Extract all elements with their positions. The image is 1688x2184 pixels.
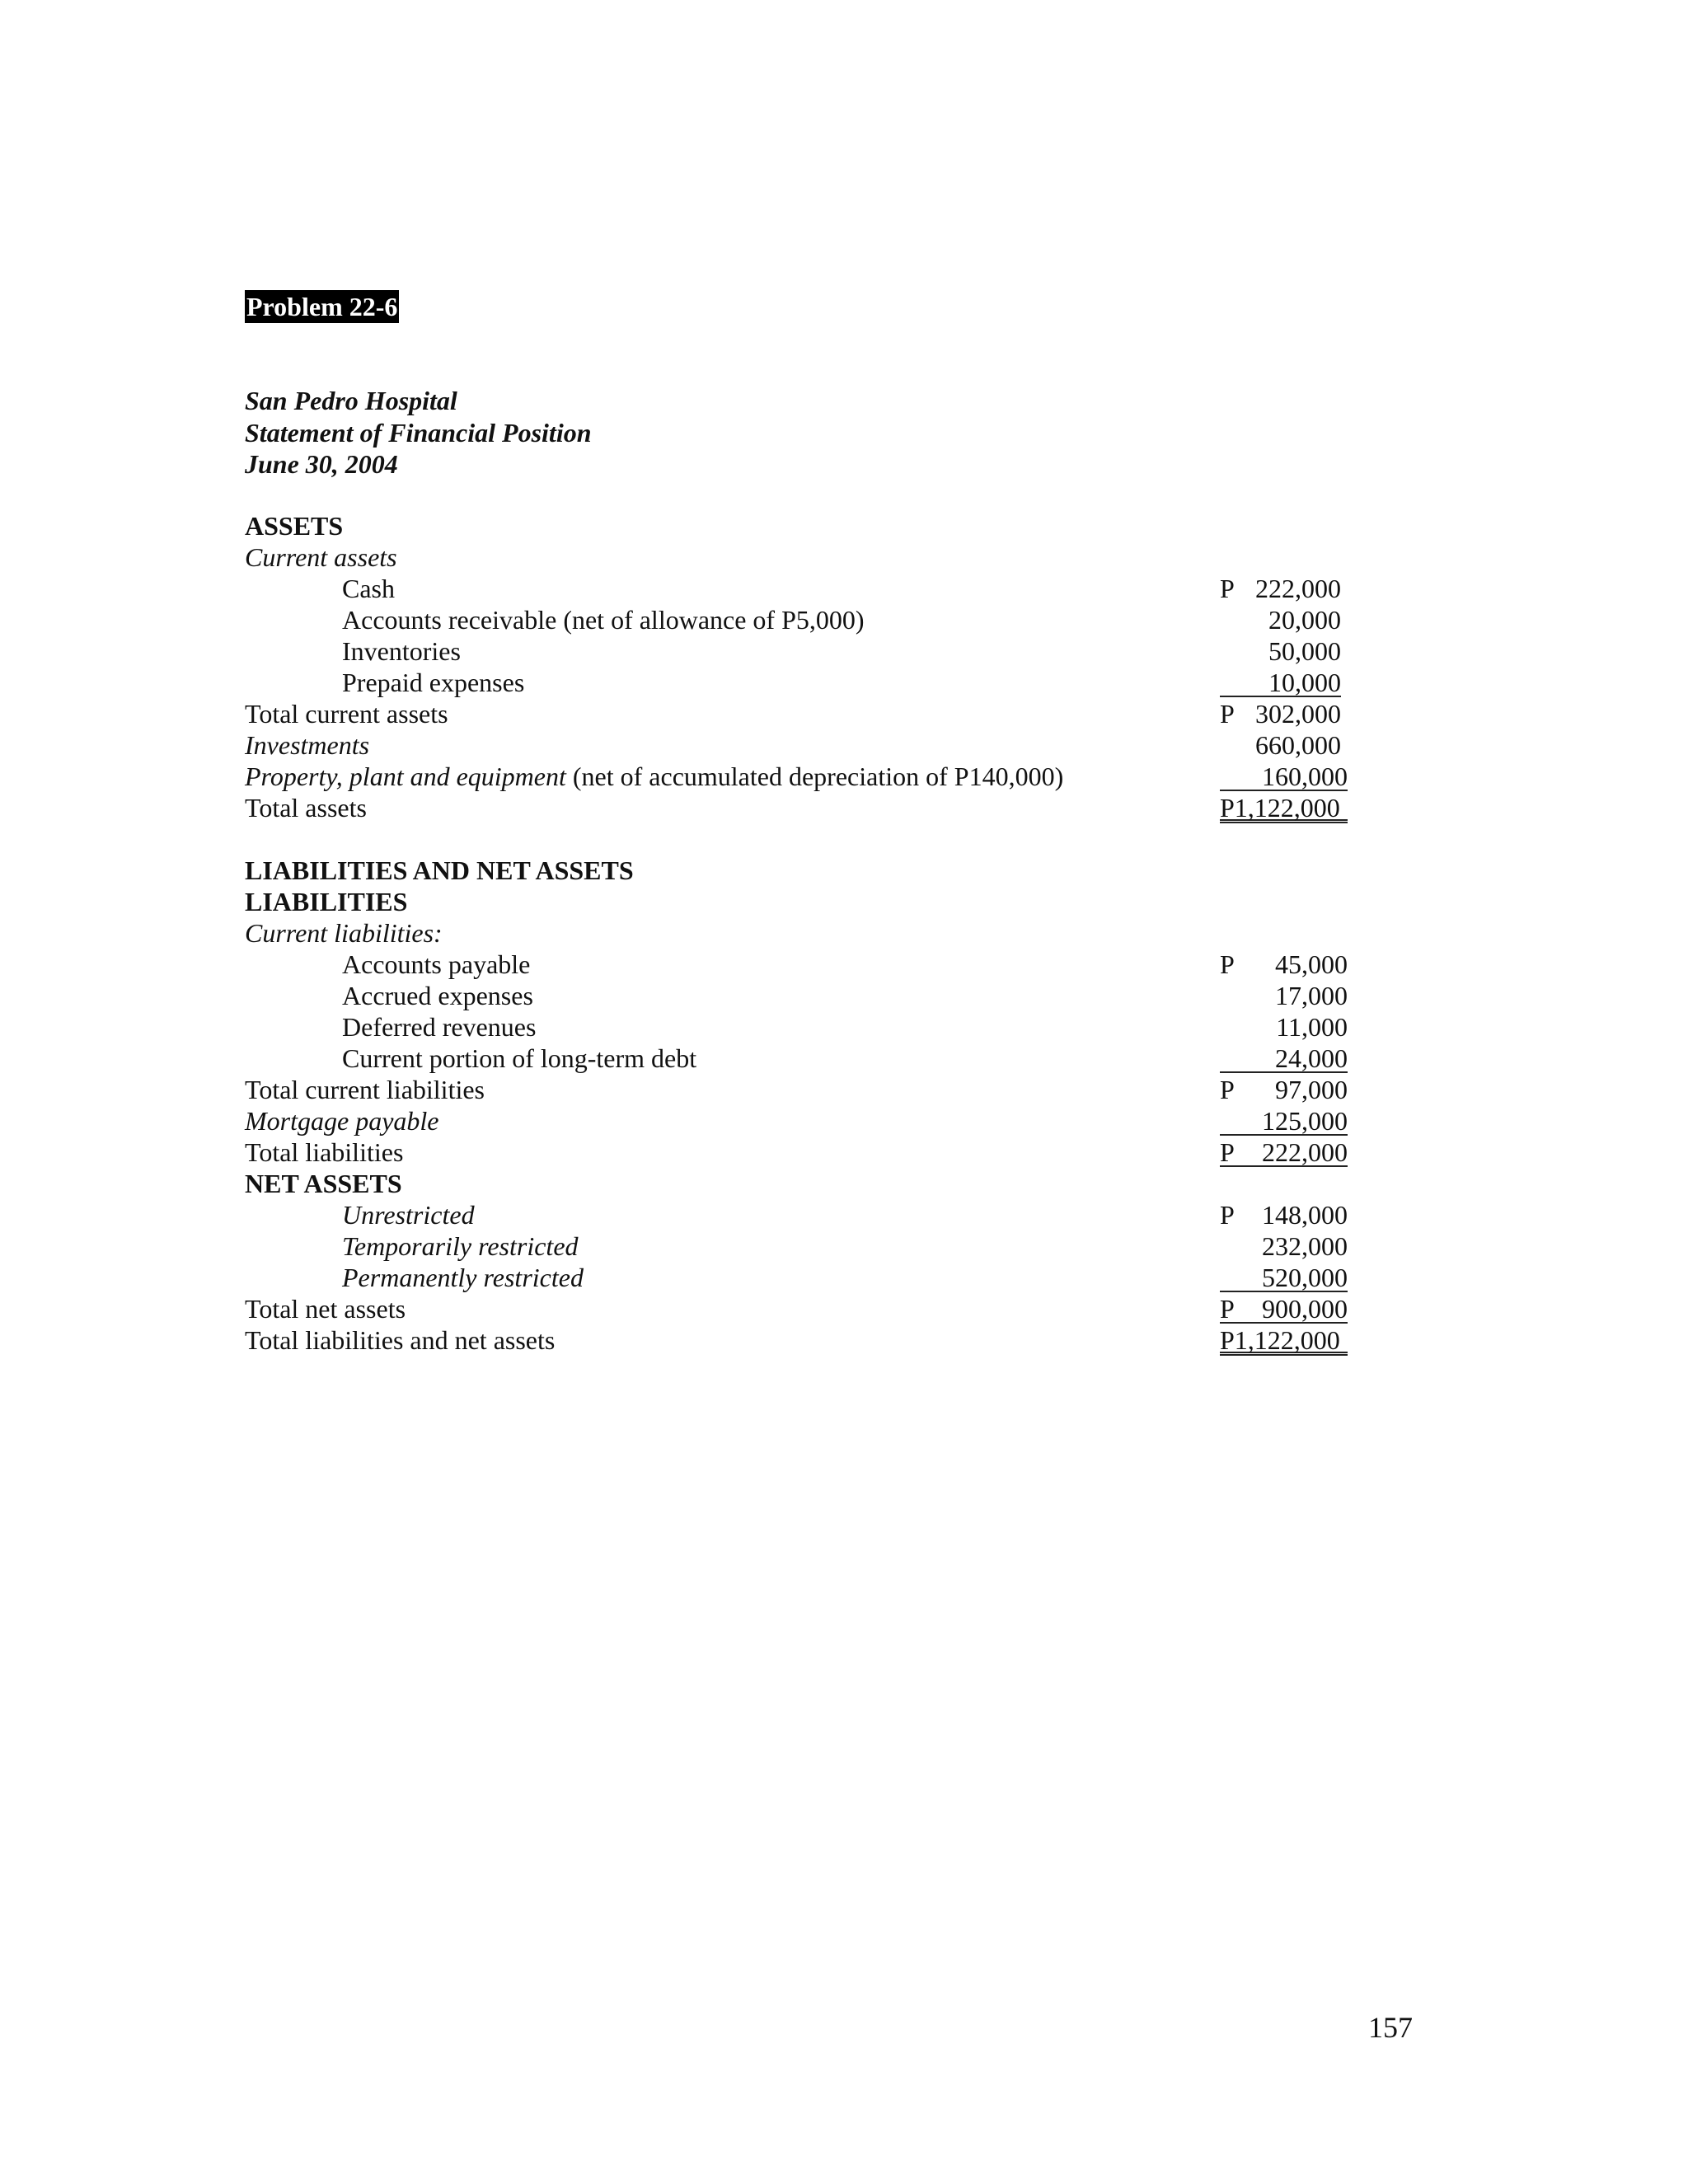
- statement-heading: [245, 385, 592, 480]
- inventories-row: [0, 635, 1688, 667]
- total-liabilities-value: 222,000: [1262, 1137, 1348, 1167]
- total-liabilities-net-assets-label: Total liabilities and net assets: [245, 1325, 556, 1355]
- accounts-receivable-label: Accounts receivable (net of allowance of P5,000): [342, 605, 865, 635]
- investments-amount: [1220, 729, 1341, 761]
- total-net-assets-amount: [1220, 1293, 1348, 1324]
- total-current-assets-row: [0, 698, 1688, 729]
- current-assets-title: Current assets: [245, 542, 397, 572]
- current-portion-ltd-amount: [1220, 1043, 1348, 1073]
- current-liabilities-title: Current liabilities:: [245, 918, 443, 948]
- ppe-label: [245, 761, 1063, 792]
- total-liabilities-net-assets-row: [0, 1324, 1688, 1356]
- investments-row: [0, 729, 1688, 761]
- assets-title: ASSETS: [245, 511, 344, 541]
- current-portion-ltd-value: 24,000: [1275, 1043, 1348, 1073]
- total-liabilities-currency: P: [1220, 1137, 1235, 1167]
- liabilities-header-row: [0, 886, 1688, 917]
- net-assets-header-row: [0, 1168, 1688, 1199]
- accounts-payable-amount: [1220, 949, 1348, 980]
- current-portion-ltd-label: Current portion of long-term debt: [342, 1043, 697, 1073]
- deferred-revenues-value: 11,000: [1276, 1012, 1348, 1042]
- temporarily-restricted-label: Temporarily restricted: [342, 1231, 579, 1261]
- total-assets-label: Total assets: [245, 793, 367, 823]
- total-current-assets-amount: [1220, 698, 1341, 729]
- investments-value: 660,000: [1255, 730, 1341, 760]
- entity-name: San Pedro Hospital: [245, 386, 457, 415]
- inventories-label: Inventories: [342, 636, 461, 666]
- ppe-value: 160,000: [1262, 762, 1348, 791]
- permanently-restricted-amount: [1220, 1262, 1348, 1292]
- total-net-assets-currency: P: [1220, 1294, 1235, 1324]
- cash-label: Cash: [342, 574, 395, 603]
- total-current-assets-currency: P: [1220, 699, 1235, 729]
- total-liabilities-amount: [1220, 1137, 1348, 1167]
- total-assets-amount: [1220, 792, 1348, 823]
- liabilities-net-assets-header-row: [0, 855, 1688, 886]
- total-assets-value: P1,122,000: [1220, 793, 1340, 823]
- ppe-label-italic: Property, plant and equipment: [245, 762, 566, 791]
- total-liabilities-label: Total liabilities: [245, 1137, 404, 1167]
- accrued-expenses-label: Accrued expenses: [342, 981, 533, 1010]
- prepaid-expenses-value: 10,000: [1268, 668, 1341, 697]
- inventories-amount: [1220, 635, 1341, 667]
- cash-row: [0, 573, 1688, 604]
- total-current-liabilities-value: 97,000: [1275, 1075, 1348, 1104]
- accounts-payable-value: 45,000: [1275, 949, 1348, 979]
- prepaid-expenses-row: [0, 667, 1688, 698]
- mortgage-payable-label: Mortgage payable: [245, 1106, 439, 1136]
- ppe-amount: [1220, 761, 1348, 791]
- cash-value: 222,000: [1255, 574, 1341, 603]
- ppe-label-detail: (net of accumulated depreciation of P140,000): [565, 762, 1064, 791]
- total-net-assets-row: [0, 1293, 1688, 1324]
- accrued-expenses-row: [0, 980, 1688, 1011]
- net-assets-title: NET ASSETS: [245, 1169, 402, 1198]
- total-current-liabilities-amount: [1220, 1074, 1348, 1105]
- prepaid-expenses-label: Prepaid expenses: [342, 668, 525, 697]
- unrestricted-value: 148,000: [1262, 1200, 1348, 1230]
- total-net-assets-value: 900,000: [1262, 1294, 1348, 1324]
- accrued-expenses-amount: [1220, 980, 1348, 1011]
- mortgage-payable-amount: [1220, 1105, 1348, 1136]
- total-liabilities-net-assets-amount: [1220, 1324, 1348, 1356]
- accounts-payable-label: Accounts payable: [342, 949, 531, 979]
- liabilities-net-assets-title: LIABILITIES AND NET ASSETS: [245, 855, 634, 885]
- total-liabilities-net-assets-value: P1,122,000: [1220, 1325, 1340, 1355]
- permanently-restricted-row: [0, 1262, 1688, 1293]
- total-liabilities-row: [0, 1137, 1688, 1168]
- accounts-receivable-row: [0, 604, 1688, 635]
- current-portion-ltd-row: [0, 1043, 1688, 1074]
- permanently-restricted-value: 520,000: [1262, 1263, 1348, 1292]
- total-current-assets-label: Total current assets: [245, 699, 448, 729]
- total-net-assets-label: Total net assets: [245, 1294, 406, 1324]
- permanently-restricted-label: Permanently restricted: [342, 1263, 584, 1292]
- statement-title: Statement of Financial Position: [245, 417, 592, 448]
- current-liabilities-header-row: [0, 917, 1688, 949]
- statement-date: June 30, 2004: [245, 449, 398, 479]
- temporarily-restricted-row: [0, 1230, 1688, 1262]
- deferred-revenues-row: [0, 1011, 1688, 1043]
- page-number: 157: [1368, 2011, 1413, 2044]
- current-assets-header-row: [0, 541, 1688, 573]
- cash-amount: [1220, 573, 1341, 604]
- total-current-liabilities-currency: P: [1220, 1075, 1235, 1104]
- deferred-revenues-label: Deferred revenues: [342, 1012, 537, 1042]
- temporarily-restricted-amount: [1220, 1230, 1348, 1262]
- total-current-assets-value: 302,000: [1255, 699, 1341, 729]
- accounts-payable-row: [0, 949, 1688, 980]
- total-current-liabilities-label: Total current liabilities: [245, 1075, 485, 1104]
- accounts-receivable-amount: [1220, 604, 1341, 635]
- mortgage-payable-value: 125,000: [1262, 1106, 1348, 1136]
- accrued-expenses-value: 17,000: [1275, 981, 1348, 1010]
- ppe-row: [0, 761, 1688, 792]
- unrestricted-currency: P: [1220, 1200, 1235, 1230]
- temporarily-restricted-value: 232,000: [1262, 1231, 1348, 1261]
- problem-label: Problem 22-6: [246, 292, 398, 321]
- total-current-liabilities-row: [0, 1074, 1688, 1105]
- deferred-revenues-amount: [1220, 1011, 1348, 1043]
- unrestricted-label: Unrestricted: [342, 1200, 475, 1230]
- total-assets-row: [0, 792, 1688, 823]
- cash-currency: P: [1220, 574, 1235, 603]
- unrestricted-row: [0, 1199, 1688, 1230]
- liabilities-title: LIABILITIES: [245, 887, 408, 916]
- accounts-payable-currency: P: [1220, 949, 1235, 979]
- assets-header-row: [0, 510, 1688, 541]
- mortgage-payable-row: [0, 1105, 1688, 1137]
- accounts-receivable-value: 20,000: [1268, 605, 1341, 635]
- investments-label: Investments: [245, 730, 370, 760]
- prepaid-expenses-amount: [1220, 667, 1341, 697]
- unrestricted-amount: [1220, 1199, 1348, 1230]
- inventories-value: 50,000: [1268, 636, 1341, 666]
